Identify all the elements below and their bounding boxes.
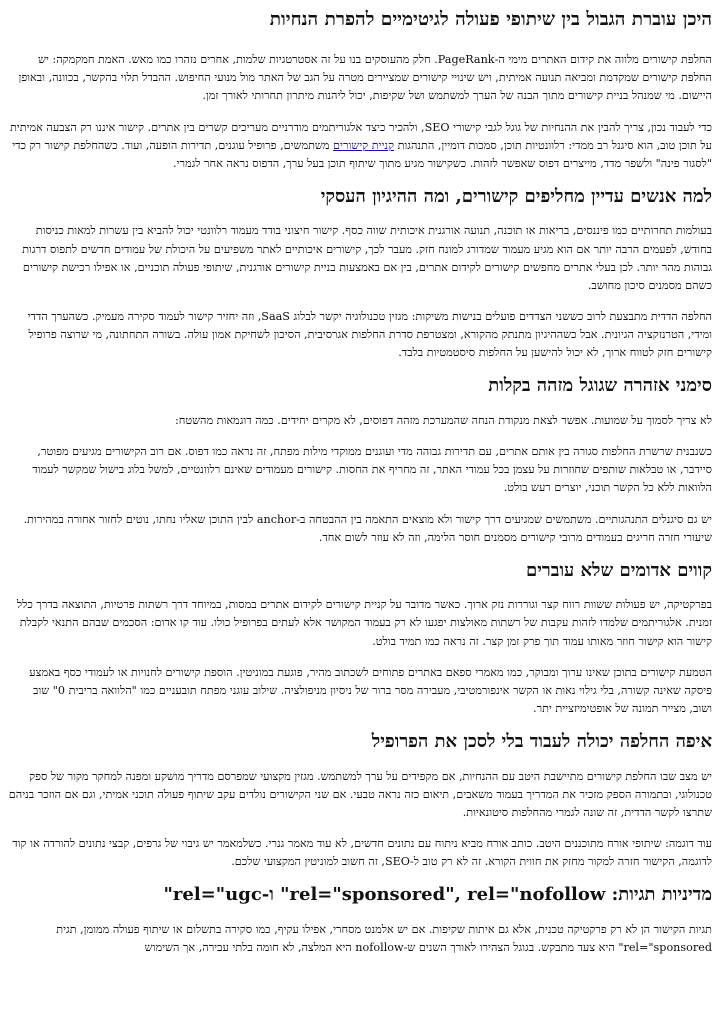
red-lines-paragraph-1: בפרקטיקה, יש פעולות ששוות רווח קצר וגוררות נזק ארוך. כאשר מדובר על קניית קישורים לקידום אתרים במסות, במיוחד דרך רשתות פרטיות, התוצאה בדרך כלל זמנית. אלגוריתמים שלמדו לזהות עקבות של רשתות מאולצות יפגעו לא רק בעמוד המקושר אלא לעתים בפרופיל כולו. עוד קו אדום: הסכמים שבהם התנאי לקבלת קישור הוא קישור חוזר מאותו עמוד תוך פרק זמן קצר. זה נראה כמו תמיד בולט. xyxy=(16,598,712,648)
warning-signs-paragraph-2: כשנבנית שרשרת החלפות סגורה בין אותם אתרים, עם תדירות גבוהה מדי ועוגנים ממוקדי מילות מפתח, זה נראה כמו דפוס. אם רוב הקישורים מגיעים מפוטר, סיידבר, או טבלאות שותפים שחוזרות על עצמן בכל עמודי האתר, זה מחריף את החסות. קישורים מעמודים שאינם רלוונטיים, למשל בלוג בישול שמקשר לעמוד הלוואות ללא כל הקשר תוכני, יוצרים רעש בולט. xyxy=(32,445,712,495)
section-heading-warning-signs: סימני אזהרה שגוגל מזהה בקלות xyxy=(488,375,712,397)
intro-paragraph-1: החלפת קישורים מלווה את קידום האתרים מימי ה-PageRank. חלק מהעוסקים בנו על זה אסטרטגיות שלמות, אחרים נזהרו כמו מאש. האמת חמקמקה: יש החלפת קישורים שמקדמת ומביאה תנועה אמיתית, ויש שינויי קישורים שמציירים מטרה על הגב של האתר מול מנועי החיפוש. ההבדל תלוי בהקשר, בכוונה, ובאופן היישום. מי שמנהל בניית קישורים מתוך הבנה של הערך למשתמש ושל שקיפות, יכול ליהנות מיתרון תחרותי לאורך זמן. xyxy=(18,53,712,103)
warning-signs-paragraph-1: לא צריך לסמוך על שמועות. אפשר לצאת מנקודת הנחה שהמערכת מזהה דפוסים, לא מקרים יחידים. כמה דוגמאות מהשטח: xyxy=(174,413,712,427)
why-exchange-paragraph-1: בעולמות תחרותיים כמו פיננסים, בריאות או תוכנה, תנועה אורגנית איכותית שווה כסף. קישור חיצוני בודד מעמוד רלוונטי יכול להביא בין עשרות למאות כניסות בחודש, לפעמים הרבה יותר אם הוא מגיע מעמוד שמדורג למונח חזק. מעבר לכך, קישורים איכותיים לאתר משפיעים על היכולת של עמודים חדשים לתפוס דרגות גבוהות מהר יותר. לכן בעלי אתרים מחפשים קישורים לקידום אתרים, בין אם באמצעות בניית קישורים אורגנית, שיתופי פעולה תוכניים, או אפילו רכישת קישורים כשהם מסמנים סיכון מחושב. xyxy=(22,224,712,292)
intro-paragraph-2 xyxy=(8,119,712,173)
rel-tags-paragraph-1: תגיות הקישור הן לא רק פרקטיקה טכנית, אלא גם איתות שקיפות. אם יש אלמנט מסחרי, אפילו עקיף, כמו סקירה בתשלום או שיתוף פעולה ממומן, תגית rel="sponsored" היא צעד מתבקש. בגוגל הצהירו לאורך השנים ש-nofollow היא המלצה, לא חומה בלתי עבירה, אך השימוש xyxy=(56,922,712,954)
red-lines-paragraph-2: הטמעת קישורים בתוכן שאינו ערוך ומבוקר, כמו מאמרי ספאם באתרים פתוחים לשכתוב מהיר, פוגעת במוניטין. הוספת קישורים לחנויות או לעמודי כסף באמצע פיסקה שאינה קשורה, בלי גילוי נאות או הקשר אינפורמטיבי, מעבירה מסר ברור של ניסיון מניפולציה. שילוב עוגני מפתח תובעניים כמו "הלוואה בריבית 0" שוב ושוב, מצייר תמונה של אופטימיזציית יתר. xyxy=(29,665,712,715)
section-heading-where-it-works: איפה החלפה יכולה לעבוד בלי לסכן את הפרופיל xyxy=(371,731,712,753)
where-it-works-paragraph-1: יש מצב שבו החלפת קישורים מתיישבת היטב עם ההנחיות, אם מקפידים על ערך למשתמש. מגזין מקצועי שמפרסם מדריך מושקע ומפנה למחקר מקור של ספק טכנולוגי, ובתמורה הספק מזכיר את המדריך בעמוד משאבים, תיאום כזה נראה טבעי. אם שני הקישורים נולדים עקב שיתוף פעולה תוכני אמיתי, וגם אם הוזכר בניהם שתרצו לקשר הדדית, זה שונה לגמרי מהחלפות סיטונאיות. xyxy=(8,769,712,819)
section-heading-rel-tags: מדיניות תגיות: rel="sponsored", rel="nofollow" ו-rel="ugc" xyxy=(163,884,712,906)
intro-paragraph-2-text-before: כדי לעבוד נכון, צריך להבין את ההנחיות של גוגל לגבי קישורי SEO, ולהכיר כיצד אלגוריתמים מודרניים מעריכים קשרים בין אתרים. קישור איננו רק הצבעה אמיתית על תוכן טוב, הוא סיגנל רב ממדי: רלוונטיות תוכן, סמכות דומיין, התנהגות xyxy=(9,120,712,152)
intro-paragraph-2-text-after: משתמשים, פרופיל עוגנים, תדירות הופעה, ועוד. כשהחלפת קישור רק כדי "לסגור פינה" ולשפר מדד, מייצרים דפוס שאפשר לזהות. כשקישור מגיע מתוך שיתוף תוכן בעל ערך, הדפוס נראה אחר לגמרי. xyxy=(12,138,712,170)
page-title: היכן עוברת הגבול בין שיתופי פעולה לגיטימיים להפרת הנחיות xyxy=(269,9,712,30)
why-exchange-paragraph-2: החלפה הדדית מתבצעת לרוב כששני הצדדים פועלים בנישות משיקות: מגזין טכנולוגיה יקשר לבלוג SaaS, וזה יחזיר קישור לעמוד סקירה מעמיק. כשהערך הדדי ומידי, הטרנזקציה הגיונית. אבל כשההיגיון מתנתק מהקורא, ומצטרפת סדרת החלפות אגרסיבית, הסיכון לשחיקת אמון עולה. בשורה התחתונה, מי שרוצה פרופיל קישורים חזק לטווח ארוך, לא יכול להישען על החלפות סיסטמטיות בלבד. xyxy=(27,310,712,360)
buy-links-inline-link[interactable]: קניית קישורים xyxy=(333,138,395,152)
section-heading-why-exchange: למה אנשים עדיין מחליפים קישורים, ומה ההיגיון העסקי xyxy=(320,185,712,207)
where-it-works-paragraph-2: עוד דוגמה: שיתופי אורח מתוכננים היטב. כותב אורח מביא ניתוח עם נתונים חדשים, לא עוד מאמר גנרי. כשלמאמר יש גיבוי של גרפים, קבצי נתונים להורדה או קוד לדוגמה, הקישור חזרה למקור מחזק את חווית הקורא. זה לא רק טוב ל-SEO, זה חשוב למוניטין המקצועי שלכם. xyxy=(12,837,712,869)
section-heading-red-lines: קווים אדומים שלא עוברים xyxy=(525,559,712,581)
warning-signs-paragraph-3: יש גם סיגנלים התנהגותיים. משתמשים שמגיעים דרך קישור ולא מוצאים התאמה בין ההבטחה ב-anchor לבין התוכן שאליו נחתו, נוטים לחזור אחורה במהירות. שיעורי חזרה חריגים בעמודים מרובי קישורים מסמנים חוסר הלימה, וזה לא עוזר לשום אחד. xyxy=(23,512,712,544)
